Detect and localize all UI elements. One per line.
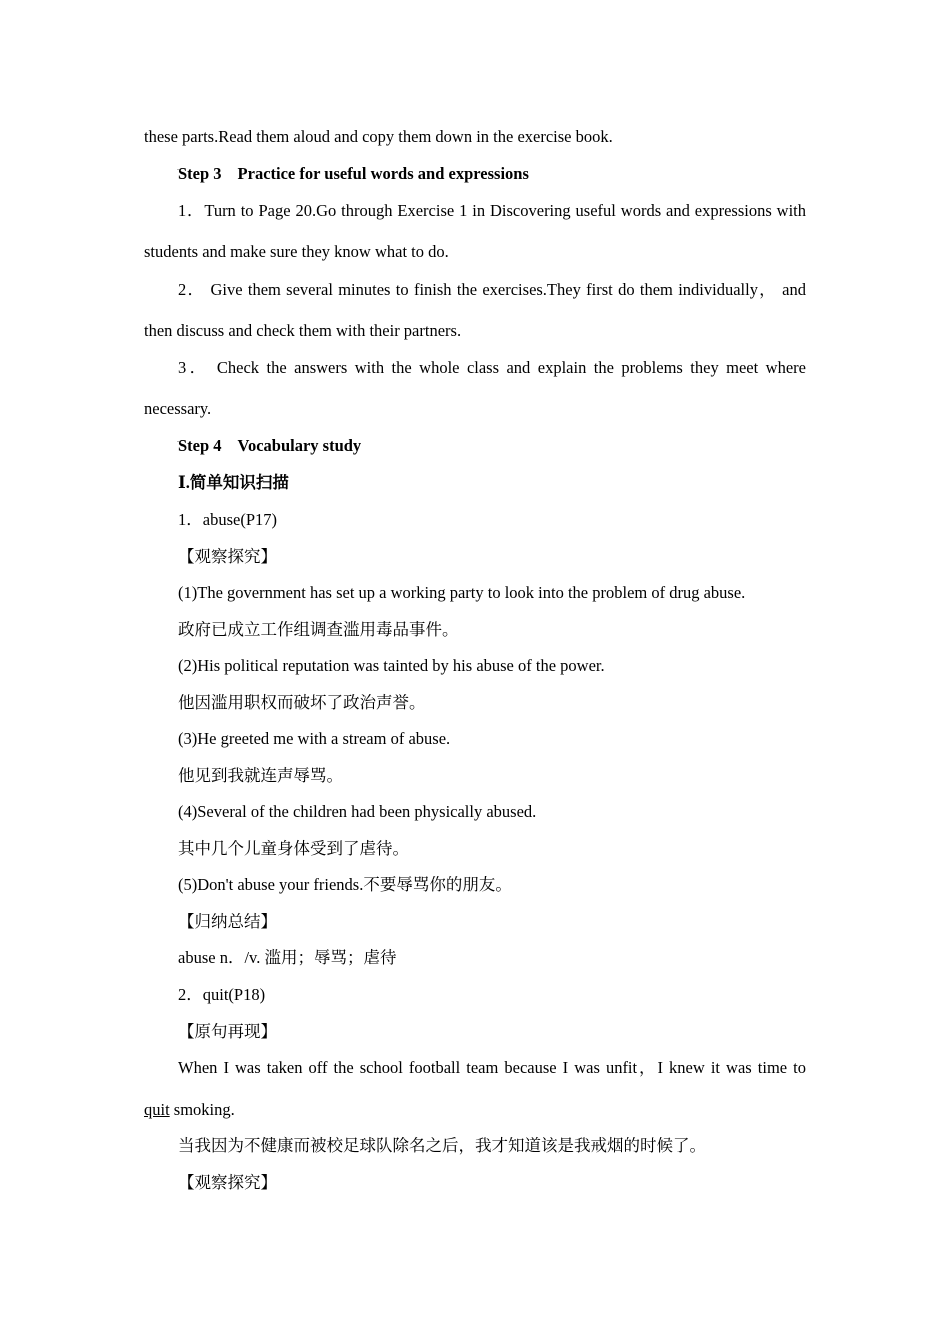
text-line: 2． Give them several minutes to finish the exercises.They first do them individually， and xyxy=(178,280,806,299)
step-number: Step 3 xyxy=(178,164,222,183)
text-line: then discuss and check them with their partners. xyxy=(144,321,462,340)
example-chinese: 其中几个儿童身体受到了虐待。 xyxy=(178,839,409,858)
word-heading: 1．abuse(P17) xyxy=(178,510,277,529)
section-label: 【原句再现】 xyxy=(178,1022,277,1041)
example-english: (5)Don't abuse your friends.不要辱骂你的朋友。 xyxy=(178,875,512,894)
quote-english: When I was taken off the school football team because I was unfit，I knew it was time to xyxy=(178,1058,806,1077)
section-label: 【观察探究】 xyxy=(178,547,277,566)
section-heading: Ⅰ.简单知识扫描 xyxy=(178,473,289,492)
example-english: (2)His political reputation was tainted by his abuse of the power. xyxy=(178,656,605,675)
text-fragment: smoking. xyxy=(169,1100,235,1119)
definition: abuse n．/v. 滥用；辱骂；虐待 xyxy=(178,948,397,967)
example-chinese: 他见到我就连声辱骂。 xyxy=(178,766,343,785)
text-line: necessary. xyxy=(144,399,212,418)
step-3-heading xyxy=(178,164,806,185)
example-english: (3)He greeted me with a stream of abuse. xyxy=(178,729,451,748)
text-line: 1．Turn to Page 20.Go through Exercise 1 in Discovering useful words and expressions with xyxy=(178,201,806,220)
step-number: Step 4 xyxy=(178,436,222,455)
example-english: (1)The government has set up a working party to look into the problem of drug abuse. xyxy=(178,583,746,602)
section-label: 【观察探究】 xyxy=(178,1173,277,1192)
example-english: (4)Several of the children had been physically abused. xyxy=(178,802,537,821)
example-chinese: 他因滥用职权而破坏了政治声誉。 xyxy=(178,693,426,712)
step-title: Vocabulary study xyxy=(237,436,362,455)
section-label: 【归纳总结】 xyxy=(178,912,277,931)
step-4-heading xyxy=(178,436,806,457)
text-line: these parts.Read them aloud and copy them down in the exercise book. xyxy=(144,127,613,146)
example-chinese: 政府已成立工作组调查滥用毒品事件。 xyxy=(178,620,459,639)
word-heading: 2．quit(P18) xyxy=(178,985,266,1004)
text-line: students and make sure they know what to do. xyxy=(144,242,449,261)
step-title: Practice for useful words and expressions xyxy=(237,164,529,183)
text-line: 3． Check the answers with the whole class and explain the problems they meet where xyxy=(178,358,806,377)
underlined-keyword: quit xyxy=(144,1100,170,1119)
quote-english-cont xyxy=(144,1100,806,1120)
quote-chinese: 当我因为不健康而被校足球队除名之后，我才知道该是我戒烟的时候了。 xyxy=(178,1136,706,1155)
